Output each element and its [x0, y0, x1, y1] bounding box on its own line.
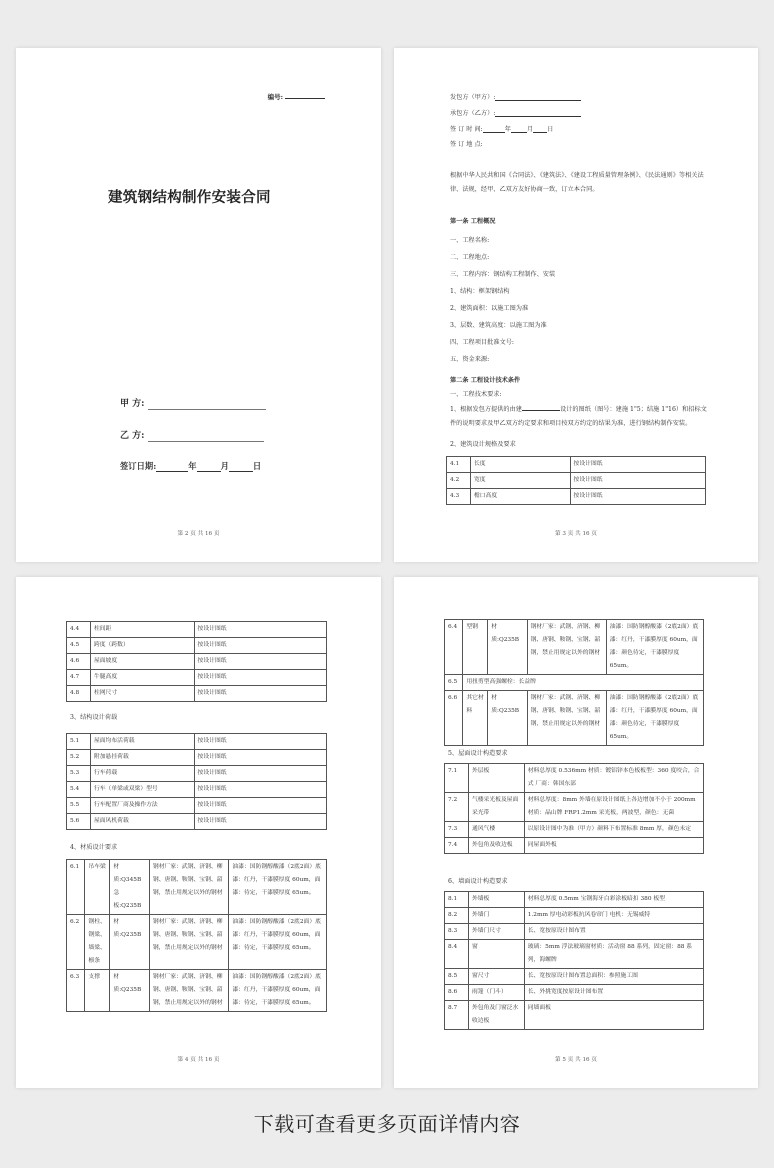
- table-cell: 用扭剪型高强螺栓：长益牌: [463, 675, 704, 691]
- table-cell: 按设计图纸: [194, 670, 326, 686]
- table-cell: 5.3: [67, 766, 91, 782]
- sign-time-label: 签 订 时 间:: [450, 126, 483, 133]
- table-row: [445, 924, 704, 940]
- table-cell: 4.7: [67, 670, 91, 686]
- material-table-cont: [444, 619, 704, 746]
- table-cell: 钢柱、钢梁、墙梁、檩条: [85, 915, 110, 970]
- section-3-title: 3、结构设计荷载: [70, 714, 118, 721]
- table-cell: 屋面风机荷载: [90, 814, 194, 830]
- party-a-line: [120, 399, 266, 410]
- article-2-sub2: 2、建筑设计规格及要求: [450, 441, 516, 448]
- table-cell: 外包角及收边板: [468, 838, 524, 854]
- month-label: 月: [220, 461, 229, 471]
- table-cell: 同墙面板: [524, 1001, 703, 1030]
- table-cell: 按设计图纸: [194, 798, 326, 814]
- table-row: [445, 764, 704, 793]
- table-row: [67, 750, 327, 766]
- table-cell: 4.8: [67, 686, 91, 702]
- table-cell: 材料总厚度：8mm 外墙在原设计图纸上各边增加不小于 200mm 材质：晶山牌 FRP1.2mm 采光板，两波型，颜色：无菌: [524, 793, 703, 822]
- table-cell: 材料总厚度 0.5mm 宝钢海牙白彩涂板暗扣 380 板型: [524, 892, 703, 908]
- table-row: [67, 860, 327, 915]
- section-4-title: 4、材质设计要求: [70, 844, 118, 851]
- party-b-label: 乙 方:: [120, 431, 145, 441]
- table-cell: 按设计图纸: [194, 766, 326, 782]
- table-cell: 5.1: [67, 734, 91, 750]
- table-row: [445, 940, 704, 969]
- table-row: [445, 1001, 704, 1030]
- table-cell: 8.5: [445, 969, 469, 985]
- table-cell: 6.6: [445, 691, 463, 746]
- table-cell: 4.6: [67, 654, 91, 670]
- table-cell: 按设计图纸: [570, 489, 705, 505]
- contract-page-5: [394, 577, 758, 1088]
- table-cell: 钢材厂家：武钢、济钢、柳钢、唐钢、鞍钢、宝钢、韶钢，禁止用规定以外的钢材: [527, 620, 606, 675]
- table-cell: 4.5: [67, 638, 91, 654]
- contract-cover-page: [16, 48, 381, 562]
- table-cell: 7.2: [445, 793, 469, 822]
- contract-page-4: [16, 577, 381, 1088]
- table-cell: 外包角及门窗泛水收边板: [468, 1001, 524, 1030]
- article-1-list: [450, 232, 712, 368]
- table-cell: 长、外挑宽度按原设计图布置: [524, 985, 703, 1001]
- roof-table: [444, 763, 704, 854]
- table-cell: 檐口高度: [470, 489, 570, 505]
- table-cell: 外墙板: [468, 892, 524, 908]
- table-cell: 材质:Q235B: [488, 620, 527, 675]
- article-1-title: 第一条 工程概况: [450, 218, 496, 225]
- table-cell: 屋面均布活荷载: [90, 734, 194, 750]
- table-cell: 油漆：国防钢醇酸漆（2底2面）底漆：红丹，干漆膜厚度 60um，面漆：待定，干漆膜厚度 65um。: [229, 915, 327, 970]
- table-cell: 4.3: [447, 489, 471, 505]
- table-row: [445, 908, 704, 924]
- table-cell: 行车荷载: [90, 766, 194, 782]
- contract-number: [268, 94, 325, 102]
- table-row: [447, 473, 706, 489]
- table-row: [445, 822, 704, 838]
- section-5-title: 5、屋面设计构造要求: [448, 750, 508, 757]
- table-cell: 按设计图纸: [194, 750, 326, 766]
- employer-line: [450, 94, 581, 101]
- table-row: [67, 638, 327, 654]
- table-cell: 长、宽按原设计图布置: [524, 924, 703, 940]
- table-row: [445, 969, 704, 985]
- contractor-line: [450, 110, 581, 117]
- table-cell: 钢材厂家：武钢、济钢、柳钢、唐钢、鞍钢、宝钢、韶钢，禁止用规定以外的钢材: [149, 970, 228, 1012]
- number-label: 编号:: [267, 93, 283, 101]
- table-cell: 8.4: [445, 940, 469, 969]
- table-cell: 长度: [470, 457, 570, 473]
- table-cell: 按设计图纸: [194, 622, 326, 638]
- table-row: [447, 457, 706, 473]
- art2-para-a: 1、根据发包方提供的由建: [450, 406, 522, 413]
- table-cell: 8.3: [445, 924, 469, 940]
- table-cell: 6.1: [67, 860, 85, 915]
- table-cell: 材质:Q235B: [110, 915, 150, 970]
- table-cell: 5.5: [67, 798, 91, 814]
- table-cell: 钢材厂家：武钢、济钢、柳钢、唐钢、鞍钢、宝钢、韶钢，禁止用规定以外的钢材: [149, 860, 228, 915]
- table-cell: 7.3: [445, 822, 469, 838]
- table-cell: 按设计图纸: [194, 734, 326, 750]
- table-cell: 5.4: [67, 782, 91, 798]
- table-cell: 按设计图纸: [194, 686, 326, 702]
- article-2-paragraph: [450, 403, 712, 431]
- table-cell: 8.7: [445, 1001, 469, 1030]
- table-row: [67, 782, 327, 798]
- table-cell: 附加悬挂荷载: [90, 750, 194, 766]
- table-cell: 材质:Q235B: [488, 691, 527, 746]
- table-cell: 8.1: [445, 892, 469, 908]
- table-cell: 按设计图纸: [194, 654, 326, 670]
- article-2-sub1: 一、工程技术要求:: [450, 391, 502, 398]
- table-row: [445, 892, 704, 908]
- load-table: [66, 733, 327, 830]
- table-cell: 按设计图纸: [194, 814, 326, 830]
- table-row: [445, 691, 704, 746]
- article-1-item: 1、结构：框架钢结构: [450, 288, 510, 295]
- employer-label: 发包方（甲方）:: [450, 94, 496, 101]
- table-cell: 4.2: [447, 473, 471, 489]
- table-cell: 按设计图纸: [194, 638, 326, 654]
- table-cell: 7.1: [445, 764, 469, 793]
- table-cell: 外墙门: [468, 908, 524, 924]
- table-cell: 屋面坡度: [90, 654, 194, 670]
- art2-para-b: 设计的图纸（图号：建施 1"5；结施 1"16）和招标文件的说明要求及甲乙双方约定要求和项目按双方约定的结果为准，进行钢结构制作安装。: [450, 406, 707, 427]
- table-cell: 同屋面外板: [524, 838, 703, 854]
- table-row: [67, 798, 327, 814]
- table-cell: 支撑: [85, 970, 110, 1012]
- party-b-line: [120, 431, 264, 442]
- table-cell: 雨篷（门斗）: [468, 985, 524, 1001]
- table-cell: 吊车梁: [85, 860, 110, 915]
- table-row: [67, 734, 327, 750]
- table-cell: 窗尺寸: [468, 969, 524, 985]
- page-footer: 第 5 页 共 16 页: [555, 1057, 597, 1064]
- table-row: [67, 915, 327, 970]
- table-cell: 6.5: [445, 675, 463, 691]
- table-row: [67, 686, 327, 702]
- table-cell: 5.6: [67, 814, 91, 830]
- table-row: [67, 970, 327, 1012]
- table-row: [67, 814, 327, 830]
- table-cell: 外层板: [468, 764, 524, 793]
- table-cell: 型钢: [463, 620, 488, 675]
- table-cell: 1.2mm 厚电动彩板抗风卷帘门 电机：无锡威特: [524, 908, 703, 924]
- page-footer: 第 2 页 共 16 页: [177, 531, 220, 538]
- table-cell: 7.4: [445, 838, 469, 854]
- table-cell: 气楼采光板及屋面采光带: [468, 793, 524, 822]
- table-cell: 通风气楼: [468, 822, 524, 838]
- table-cell: 钢材厂家：武钢、济钢、柳钢、唐钢、鞍钢、宝钢、韶钢，禁止用规定以外的钢材: [149, 915, 228, 970]
- table-cell: 按设计图纸: [570, 473, 705, 489]
- table-cell: 窗: [468, 940, 524, 969]
- table-cell: 长、宽按原设计图布置总面积：参照施工图: [524, 969, 703, 985]
- year-label: 年: [188, 461, 197, 471]
- table-row: [67, 622, 327, 638]
- table-cell: 6.4: [445, 620, 463, 675]
- table-cell: 油漆：国防钢醇酸漆（2底2面）底漆：红丹，干漆膜厚度 60um，面漆：待定，干漆膜厚度 65um。: [229, 860, 327, 915]
- sign-time-line: [450, 126, 553, 133]
- table-cell: 以原设计图中为准（甲方）颜料下布置标准 8mm 厚，颜色未定: [524, 822, 703, 838]
- article-1-item: 3、层数、建筑高度：以施工图为准: [450, 322, 547, 329]
- table-cell: 牛腿高度: [90, 670, 194, 686]
- day-label: 日: [252, 461, 262, 471]
- table-cell: 5.2: [67, 750, 91, 766]
- intro-paragraph: 根据中华人民共和国《合同法》、《建筑法》、《建设工程质量管理条例》、《民法通则》等相关法律、法规，经甲、乙双方友好协商一致，订立本合同。: [450, 172, 704, 193]
- section-6-title: 6、墙面设计构造要求: [448, 878, 508, 885]
- table-cell: 4.1: [447, 457, 471, 473]
- sign-place-line: 签 订 地 点:: [450, 141, 483, 148]
- download-caption: 下载可查看更多页面详情内容: [253, 1112, 521, 1136]
- contractor-label: 承包方（乙方）:: [450, 110, 496, 117]
- table-row: [445, 620, 704, 675]
- table-cell: 材料总厚度 0.536mm 材质：镀铝锌本色板板型：360 度咬合，合式 厂商：韩国东部: [524, 764, 703, 793]
- table-cell: 行车配置厂商及操作方法: [90, 798, 194, 814]
- table-cell: 其它材料: [463, 691, 488, 746]
- page-footer: 第 4 页 共 16 页: [177, 1057, 220, 1064]
- table-cell: 油漆：国防钢醇酸漆（2底2面）底漆：红丹，干漆膜厚度 60um，面漆：颜色待定，干漆膜厚度 65um。: [606, 620, 703, 675]
- table-cell: 跨度（跨数）: [90, 638, 194, 654]
- contract-title: 建筑钢结构制作安装合同: [108, 189, 271, 206]
- table-row: [445, 675, 704, 691]
- sign-date-label: 签订日期:: [120, 461, 157, 471]
- party-a-label: 甲 方:: [120, 399, 145, 409]
- table-row: [67, 654, 327, 670]
- table-cell: 柱间距: [90, 622, 194, 638]
- table-cell: 油漆：国防钢醇酸漆（2底2面）底漆：红丹，干漆膜厚度 60um，面漆：颜色待定，干漆膜厚度 65um。: [606, 691, 703, 746]
- table-cell: 4.4: [67, 622, 91, 638]
- table-cell: 按设计图纸: [570, 457, 705, 473]
- building-spec-table: [446, 456, 706, 505]
- table-cell: 宽度: [470, 473, 570, 489]
- article-1-item: 四、工程项目批准文号:: [450, 339, 514, 346]
- table-cell: 6.2: [67, 915, 85, 970]
- wall-table: [444, 891, 704, 1030]
- contract-page-3: [394, 48, 758, 562]
- table-cell: 外墙门尺寸: [468, 924, 524, 940]
- table-row: [67, 766, 327, 782]
- page-footer: 第 3 页 共 16 页: [555, 531, 597, 538]
- table-cell: 油漆：国防钢醇酸漆（2底2面）底漆：红丹，干漆膜厚度 60um，面漆：待定，干漆膜厚度 65um。: [229, 970, 327, 1012]
- table-cell: 8.2: [445, 908, 469, 924]
- table-cell: 材质:Q235B: [110, 970, 150, 1012]
- sign-date-line: [120, 462, 261, 472]
- article-1-item: 三、工程内容：钢结构工程制作、安装: [450, 271, 556, 278]
- table-cell: 材质:Q345B 急板:Q235B: [110, 860, 150, 915]
- table-row: [447, 489, 706, 505]
- sign-time-year: 年: [504, 126, 511, 133]
- table-cell: 柱网尺寸: [90, 686, 194, 702]
- article-2-title: 第二条 工程设计技术条件: [450, 377, 521, 384]
- sign-time-day: 日: [547, 126, 554, 133]
- table-row: [67, 670, 327, 686]
- table-row: [445, 793, 704, 822]
- article-1-item: 五、资金来源:: [450, 356, 490, 363]
- spec-table-cont: [66, 621, 327, 702]
- table-cell: 玻璃：5mm 浮法玻璃窗材质：活动窗 88 系列，固定窗：88 系列，海螺牌: [524, 940, 703, 969]
- article-1-item: 一、工程名称:: [450, 237, 490, 244]
- sign-time-month: 月: [526, 126, 534, 133]
- table-cell: 钢材厂家：武钢、济钢、柳钢、唐钢、鞍钢、宝钢、韶钢，禁止用规定以外的钢材: [527, 691, 606, 746]
- table-row: [445, 838, 704, 854]
- article-1-item: 2、建筑面积：以施工图为准: [450, 305, 529, 312]
- table-cell: 行车（单梁或双梁）型号: [90, 782, 194, 798]
- article-1-item: 二、工程地点:: [450, 254, 490, 261]
- table-cell: 6.3: [67, 970, 85, 1012]
- table-row: [445, 985, 704, 1001]
- table-cell: 8.6: [445, 985, 469, 1001]
- material-table: [66, 859, 327, 1012]
- table-cell: 按设计图纸: [194, 782, 326, 798]
